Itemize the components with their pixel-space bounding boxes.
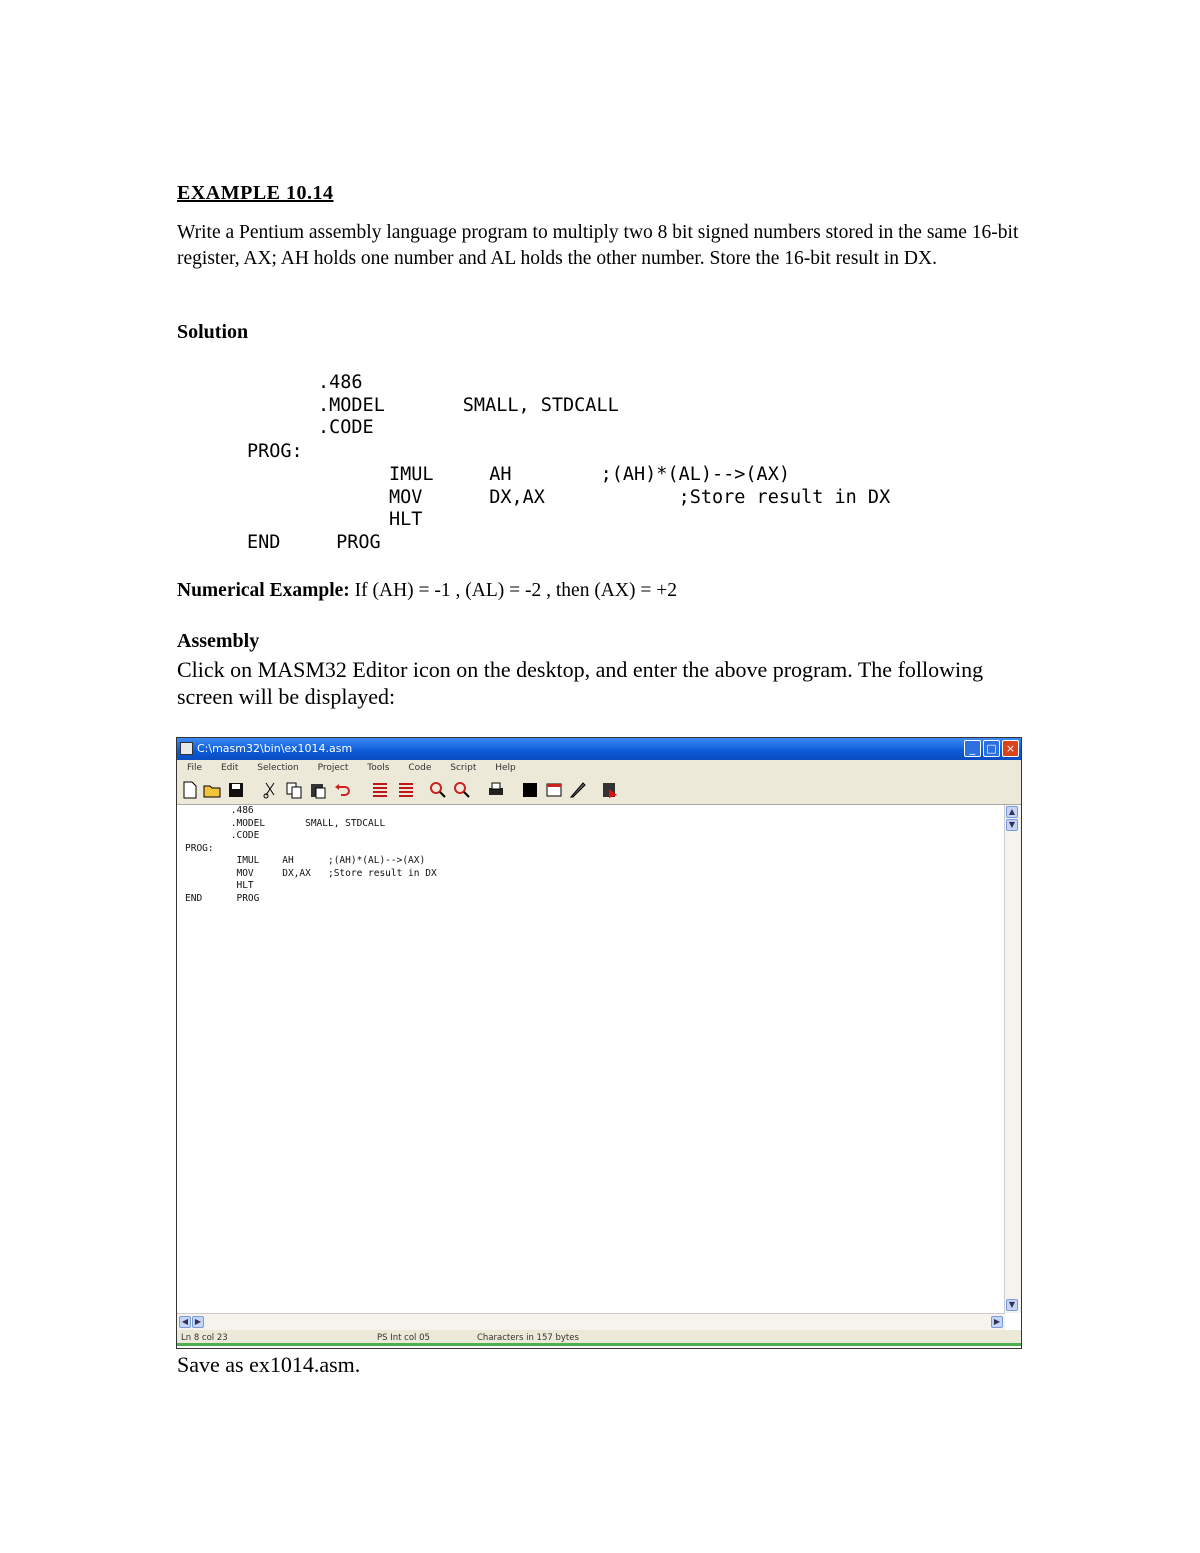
example-heading: EXAMPLE 10.14 (177, 182, 334, 204)
scroll-down-small-icon[interactable]: ▼ (1006, 819, 1018, 831)
menu-bar (177, 760, 1021, 776)
menu-help[interactable]: Help (495, 763, 516, 773)
menu-tools[interactable]: Tools (367, 763, 390, 773)
solution-title: Solution (177, 321, 249, 343)
block-indent-icon[interactable] (371, 781, 389, 799)
new-file-icon[interactable] (181, 781, 199, 799)
code-line: .MODEL SMALL, STDCALL (318, 395, 619, 416)
replace-icon[interactable] (453, 781, 471, 799)
menu-edit[interactable]: Edit (220, 763, 239, 773)
code-line: MOV DX,AX ;Store result in DX (389, 487, 891, 508)
save-icon[interactable] (227, 781, 245, 799)
editor-content: .486 .MODEL SMALL, STDCALL .CODE PROG: IMUL AH ;(AH)*(AL)-->(AX) MOV DX,AX ;Store result in DX HLT END PROG (185, 805, 437, 904)
window-title: C:\masm32\bin\ex1014.asm (197, 742, 353, 755)
problem-statement: Write a Pentium assembly language program to multiply two 8 bit signed numbers stored in the same 16-bit register, AX; AH holds one number and AL holds the other number. Store the 16-bit result in DX. (177, 222, 1019, 269)
code-line: END PROG (247, 532, 381, 553)
assembly-instructions: Click on MASM32 Editor icon on the desktop, and enter the above program. The following screen will be displayed: (177, 657, 984, 709)
scroll-down-icon[interactable]: ▼ (1006, 1299, 1018, 1311)
window-icon[interactable] (545, 781, 563, 799)
menu-selection[interactable]: Selection (257, 763, 299, 773)
block-outdent-icon[interactable] (397, 781, 415, 799)
cut-icon[interactable] (261, 781, 279, 799)
print-icon[interactable] (487, 781, 505, 799)
status-underline (177, 1343, 1021, 1346)
vertical-scrollbar[interactable] (1004, 805, 1021, 1313)
code-line: .CODE (318, 417, 374, 438)
window-titlebar (177, 738, 1021, 760)
status-size: Characters in 157 bytes (477, 1333, 579, 1343)
numerical-text: If (AH) = -1 , (AL) = -2 , then (AX) = +2 (349, 580, 677, 601)
maximize-icon[interactable]: □ (983, 740, 1000, 757)
numerical-label: Numerical Example: (177, 580, 350, 601)
minimize-icon[interactable]: _ (964, 740, 981, 757)
menu-script[interactable]: Script (450, 763, 477, 773)
find-icon[interactable] (429, 781, 447, 799)
menu-file[interactable]: File (187, 763, 203, 773)
toolbar (177, 776, 1021, 805)
horizontal-scrollbar[interactable] (177, 1313, 1005, 1330)
menu-project[interactable]: Project (317, 763, 349, 773)
code-line: PROG: (247, 441, 303, 462)
close-icon[interactable]: × (1002, 740, 1019, 757)
assembly-title: Assembly (177, 630, 260, 652)
code-line: HLT (389, 509, 423, 530)
open-folder-icon[interactable] (203, 781, 221, 799)
build-icon[interactable] (569, 781, 587, 799)
menu-code[interactable]: Code (408, 763, 432, 773)
editor-screenshot (176, 737, 1022, 1349)
paste-icon[interactable] (309, 781, 327, 799)
run-icon[interactable] (601, 781, 619, 799)
scroll-up-icon[interactable]: ▲ (1006, 806, 1018, 818)
undo-icon[interactable] (333, 781, 351, 799)
scroll-right-small-icon[interactable]: ▶ (192, 1316, 204, 1328)
scroll-right-icon[interactable]: ▶ (991, 1316, 1003, 1328)
save-instruction: Save as ex1014.asm. (177, 1352, 361, 1377)
status-mode: PS Int col 05 (377, 1333, 430, 1343)
stop-icon[interactable] (521, 781, 539, 799)
code-editor[interactable] (177, 805, 1005, 1313)
app-icon (180, 742, 193, 755)
scroll-left-icon[interactable]: ◀ (179, 1316, 191, 1328)
status-position: Ln 8 col 23 (181, 1333, 228, 1343)
code-line: IMUL AH ;(AH)*(AL)-->(AX) (389, 464, 790, 485)
numerical-example (177, 580, 677, 602)
status-bar (177, 1330, 1021, 1346)
copy-icon[interactable] (285, 781, 303, 799)
code-line: .486 (318, 372, 363, 393)
